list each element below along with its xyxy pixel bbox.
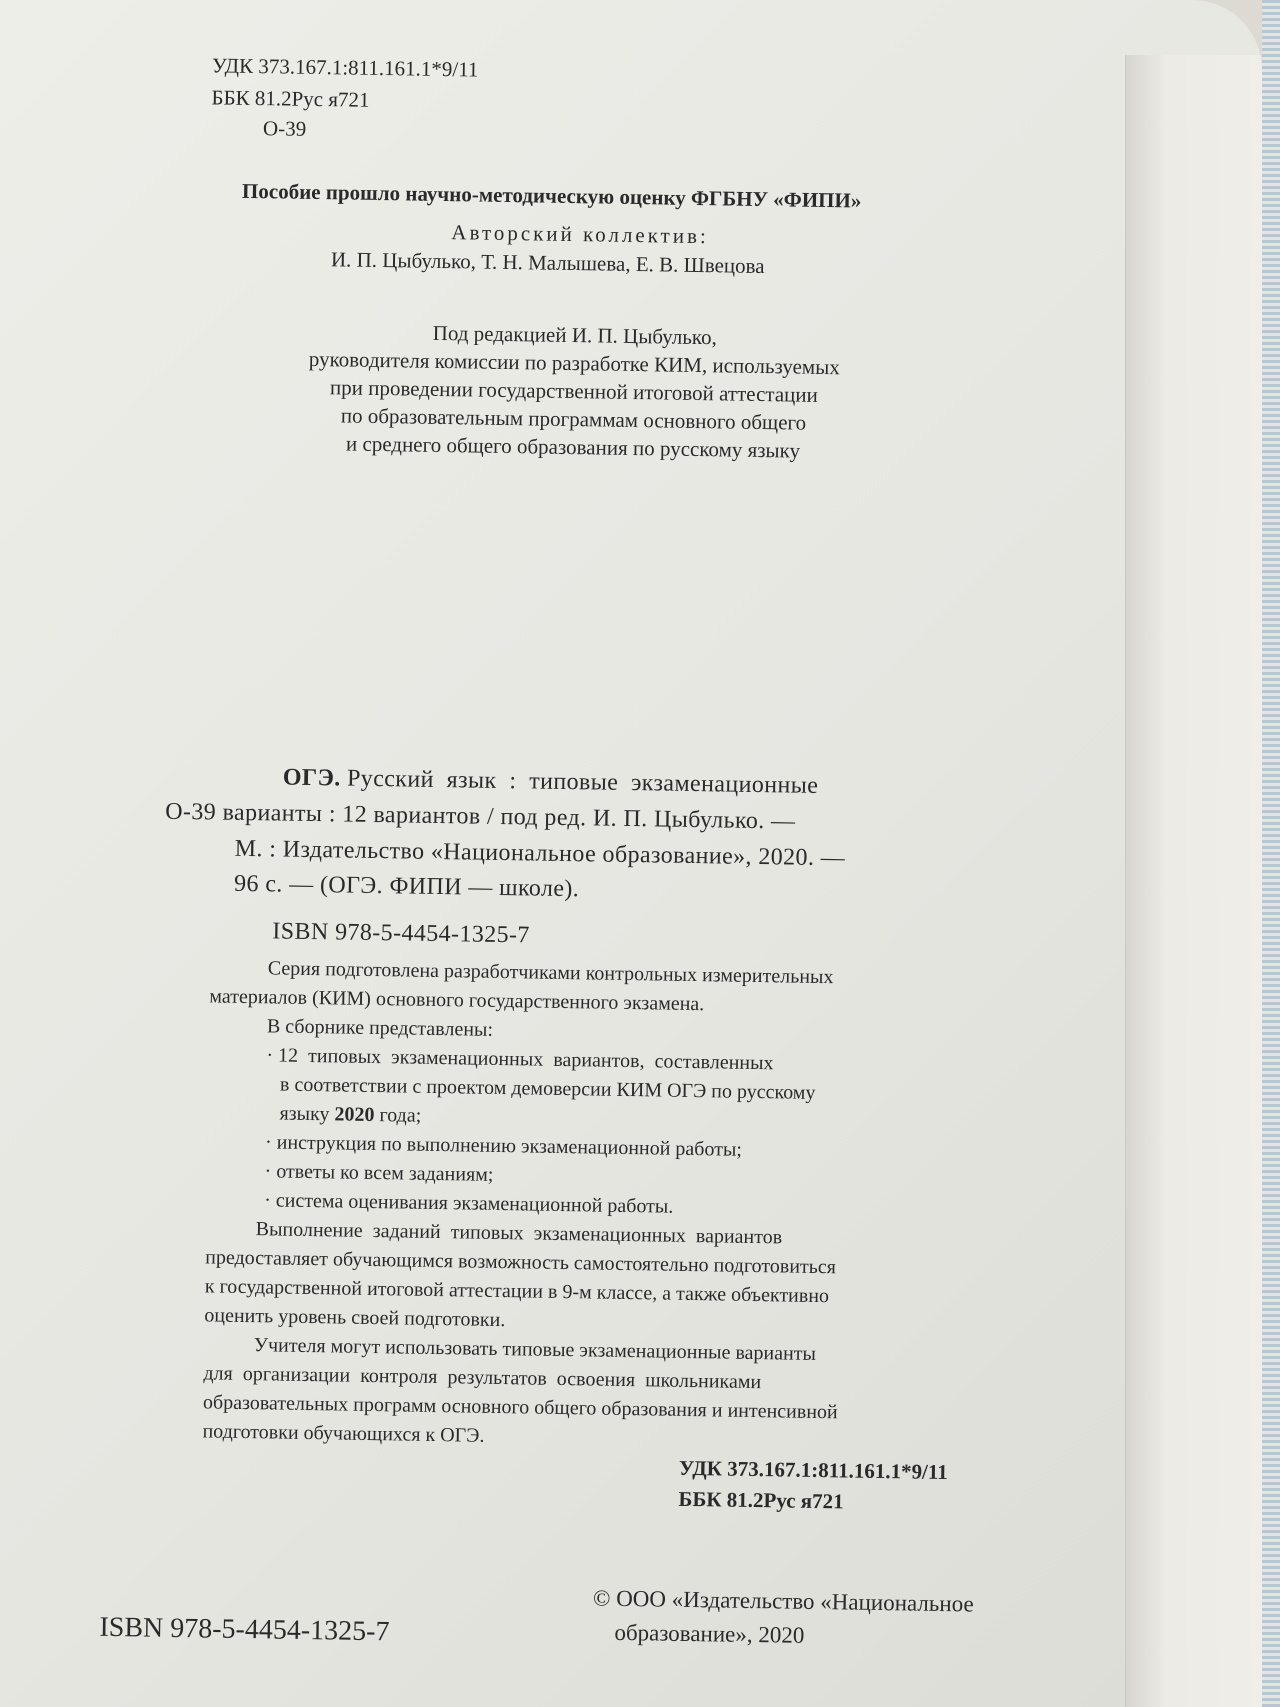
bottom-bbk-code: ББК 81.2Рус я721 (678, 1486, 844, 1514)
catalog-author-mark: О-39 (165, 798, 217, 826)
annotation-text-line: к государственной итоговой аттестации в 9-м классе, а также объективно (204, 1275, 830, 1308)
annotation-text-line: предоставляет обучающимся возможность самостоятельно подготовиться (205, 1246, 837, 1279)
fipi-approval-note: Пособие прошло научно-методическую оценку ФГБНУ «ФИПИ» (241, 178, 862, 213)
footer-copyright-line-1: © ООО «Издательство «Национальное (592, 1585, 974, 1617)
editor-line: руководителя комиссии по разработке КИМ, используемых (308, 346, 840, 380)
annotation-bullet: · инструкция по выполнению экзаменационной работы; (264, 1131, 743, 1161)
top-bbk-code: ББК 81.2Рус я721 (211, 85, 370, 112)
catalog-line-2 (165, 799, 796, 836)
annotation-text-line: материалов (КИМ) основного государственного экзамена. (209, 985, 705, 1016)
annotation-block (202, 953, 1030, 1459)
annotation-intro: В сборнике представлены: (266, 1015, 494, 1041)
footer-isbn: ISBN 978-5-4454-1325-7 (99, 1611, 390, 1648)
catalog-variants: варианты : 12 вариантов / под ред. И. П. Цыбулько. — (222, 799, 796, 835)
annotation-text: языку (279, 1102, 330, 1126)
editor-block (243, 316, 905, 466)
catalog-title-rest: Русский язык : типовые экзаменационные (346, 765, 819, 799)
annotation-text-line: подготовки обучающихся к ОГЭ. (202, 1420, 485, 1447)
footer-copyright-line-2: образование», 2020 (614, 1619, 805, 1648)
top-udk-code: УДК 373.167.1:811.161.1*9/11 (211, 53, 479, 82)
catalog-line-1 (283, 765, 1028, 804)
annotation-text-line: Выполнение заданий типовых экзаменационных вариантов (255, 1218, 783, 1249)
editor-line: при проведении государственной итоговой аттестации (329, 375, 819, 407)
annotation-bullet: · система оценивания экзаменационной работы. (264, 1189, 674, 1218)
scan-edge-strip (1262, 0, 1280, 1707)
authors-names: И. П. Цыбулько, Т. Н. Малышева, Е. В. Швецова (330, 247, 765, 279)
annotation-bullet-continuation: в соответствии с проектом демоверсии КИМ ОГЭ по русскому (279, 1073, 816, 1104)
top-author-mark: О-39 (262, 116, 307, 141)
bottom-udk-code: УДК 373.167.1:811.161.1*9/11 (678, 1455, 948, 1485)
annotation-year: 2020 (334, 1103, 375, 1127)
annotation-text-line: для организации контроля результатов освоения школьниками (203, 1362, 762, 1394)
annotation-text-line: Учителя могут использовать типовые экзаменационные варианты (253, 1334, 817, 1365)
editor-line: Под редакцией И. П. Цыбулько, (432, 320, 717, 350)
editor-line: и среднего общего образования по русскому языку (345, 431, 801, 463)
catalog-title: ОГЭ. (282, 764, 341, 792)
annotation-text: года; (379, 1104, 422, 1127)
annotation-bullet: · 12 типовых экзаменационных вариантов, составленных (266, 1044, 774, 1075)
catalog-line-3: М. : Издательство «Национальное образование», 2020. — (234, 835, 846, 872)
annotation-text-line: оценить уровень своей подготовки. (204, 1304, 506, 1332)
annotation-bullet: · ответы ко всем заданиям; (264, 1160, 494, 1186)
catalog-isbn: ISBN 978-5-4454-1325-7 (272, 918, 531, 949)
catalog-line-4: 96 с. — (ОГЭ. ФИПИ — школе). (233, 870, 580, 903)
authors-heading: Авторский коллектив: (451, 220, 710, 249)
annotation-text-line: образовательных программ основного общего образования и интенсивной (202, 1391, 838, 1424)
annotation-text-line: Серия подготовлена разработчиками контрольных измерительных (267, 957, 834, 989)
adjacent-page-edge (1125, 55, 1262, 1707)
editor-line: по образовательным программам основного общего (340, 403, 807, 435)
